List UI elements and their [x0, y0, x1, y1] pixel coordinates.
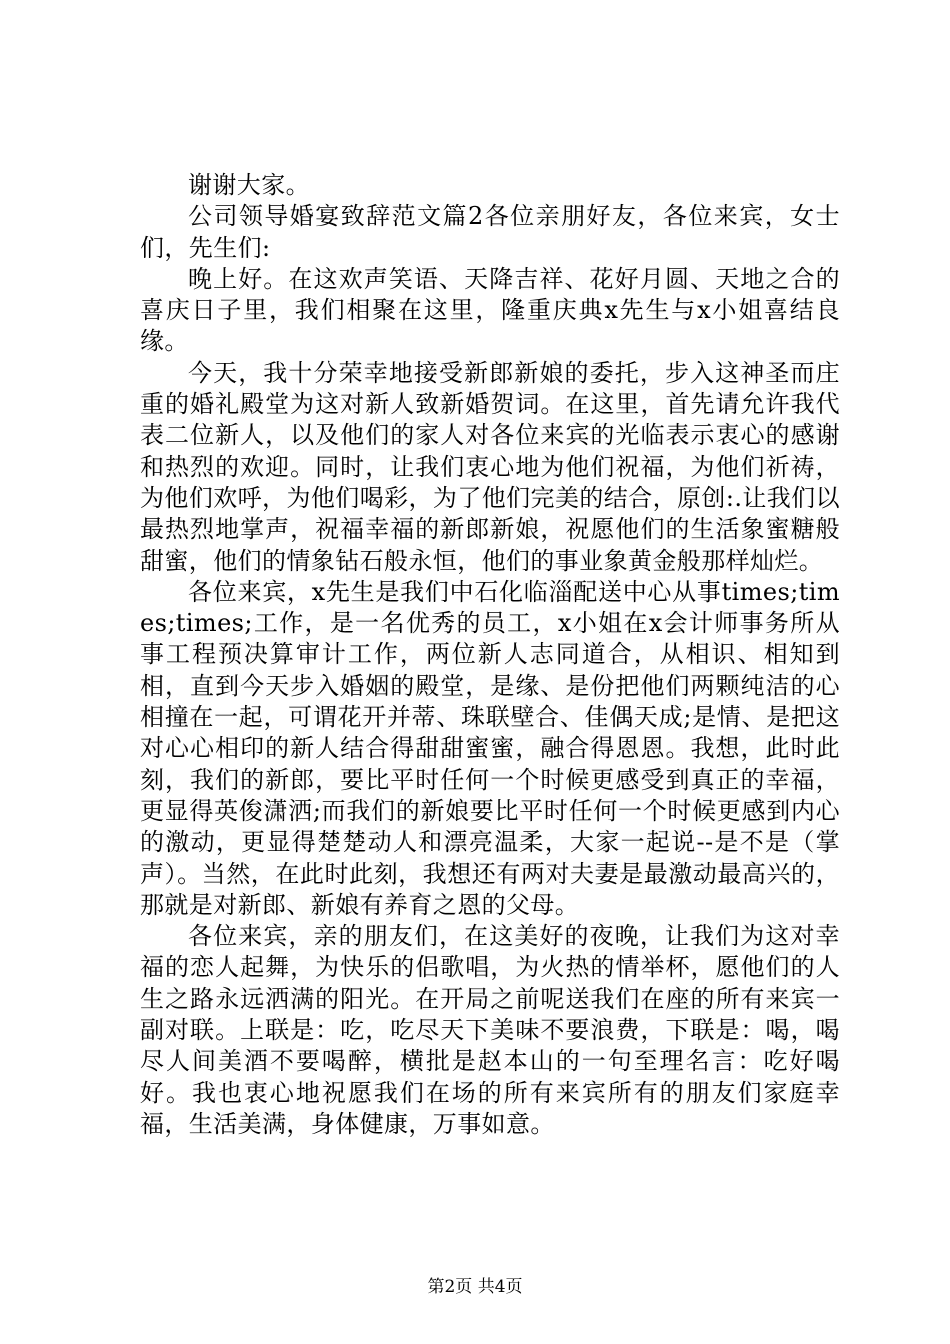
- paragraph-closing-wishes: 各位来宾，亲的朋友们，在这美好的夜晚，让我们为这对幸福的恋人起舞，为快乐的侣歌唱，为火热的情举杯，愿他们的人生之路永远洒满的阳光。在开局之前呢送我们在座的所有来宾一副对联。上联是：吃，吃尽天下美味不要浪费，下联是：喝，喝尽人间美酒不要喝醉，横批是赵本山的一句至理名言：吃好喝好。我也衷心地祝愿我们在场的所有来宾所有的朋友们家庭幸福，生活美满，身体健康，万事如意。: [140, 922, 840, 1138]
- paragraph-thanks: 谢谢大家。: [188, 171, 310, 199]
- paragraph-today: 今天，我十分荣幸地接受新郎新娘的委托，步入这神圣而庄重的婚礼殿堂为这对新人致新婚贺词。在这里，首先请允许我代表二位新人，以及他们的家人对各位来宾的光临表示衷心的感谢和热烈的欢迎。同时，让我们衷心地为他们祝福，为他们祈祷，为他们欢呼，为他们喝彩，为了他们完美的结合，原创:.让我们以最热烈地掌声，祝福幸福的新郎新娘，祝愿他们的生活象蜜糖般甜蜜，他们的情象钻石般永恒，他们的事业象黄金般那样灿烂。: [140, 358, 840, 575]
- paragraph-good-evening: 晚上好。在这欢声笑语、天降吉祥、花好月圆、天地之合的喜庆日子里，我们相聚在这里，隆重庆典x先生与x小姐喜结良缘。: [140, 264, 840, 356]
- paragraph-guests-introduction: 各位来宾，x先生是我们中石化临淄配送中心从事times;times;times;工作，是一名优秀的员工，x小姐在x会计师事务所从事工程预决算审计工作，两位新人志同道合，从相识、相知到相，直到今天步入婚姻的殿堂，是缘、是份把他们两颗纯洁的心相撞在一起，可谓花开并蒂、珠联壁合、佳偶天成;是情、是把这对心心相印的新人结合得甜甜蜜蜜，融合得恩恩。我想，此时此刻，我们的新郎，要比平时任何一个时候更感受到真正的幸福，更显得英俊潇洒;而我们的新娘要比平时任何一个时候更感到内心的激动，更显得楚楚动人和漂亮温柔，大家一起说--是不是（掌声）。当然，在此时此刻，我想还有两对夫妻是最激动最高兴的，那就是对新郎、新娘有养育之恩的父母。: [140, 577, 840, 919]
- document-body: [140, 170, 840, 1140]
- page-number-footer: 第2页 共4页: [427, 1277, 523, 1297]
- paragraph-title-greeting: 公司领导婚宴致辞范文篇2各位亲朋好友，各位来宾，女士们，先生们:: [140, 202, 840, 262]
